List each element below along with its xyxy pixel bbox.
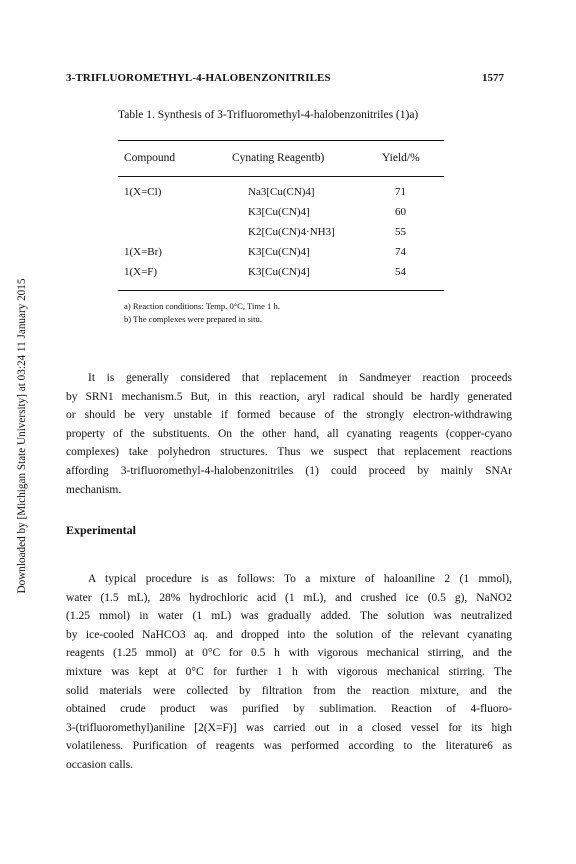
text-line: A typical procedure is as follows: To a mixture of haloaniline 2 (1 mmol),	[88, 573, 512, 585]
column-header-yield: Yield/%	[382, 152, 420, 164]
column-header-reagent: Cynating Reagentb)	[232, 152, 325, 164]
table-cell-yield: 54	[395, 266, 406, 278]
section-heading: Experimental	[66, 523, 136, 537]
table-cell-yield: 71	[395, 186, 406, 198]
page-number: 1577	[482, 72, 504, 84]
text-line: mixture was kept at 0°C for further 1 h with vigorous mechanical stirring. The	[66, 665, 512, 678]
text-line: by ice-cooled NaHCO3 aq. and dropped into the solution of the relevant cyanating	[66, 628, 512, 641]
table-cell-reagent: Na3[Cu(CN)4]	[248, 186, 315, 198]
body-paragraph-experimental	[66, 570, 512, 775]
text-line: occasion calls.	[66, 758, 134, 771]
text-line: water (1.5 mL), 28% hydrochloric acid (1 mL), and crushed ice (0.5 g), NaNO2	[66, 591, 512, 604]
text-line: mechanism.	[66, 483, 122, 496]
text-line: complexes) take polyhedron structures. Thus we suspect that replacement reactions	[66, 446, 512, 459]
table-header-rule	[118, 176, 444, 177]
text-line: volatileness. Purification of reagents was performed according to the literature6 as	[66, 740, 512, 753]
table-cell-reagent: K3[Cu(CN)4]	[248, 206, 310, 218]
table-bottom-rule	[118, 290, 444, 291]
text-line: property of the substituents. On the other hand, all cyanating reagents (copper-cyano	[66, 427, 512, 440]
table-top-rule	[118, 140, 444, 141]
table-cell-reagent: K3[Cu(CN)4]	[248, 246, 310, 258]
table-cell-compound: 1(X=Cl)	[124, 186, 162, 198]
table-cell-compound: 1(X=F)	[124, 266, 158, 278]
text-line: reagents (1.25 mmol) at 0°C for 0.5 h with vigorous mechanical stirring, and the	[66, 647, 512, 660]
table-cell-reagent: K3[Cu(CN)4]	[248, 266, 310, 278]
text-line: obtained crude product was purified by sublimation. Reaction of 4-fluoro-	[66, 703, 512, 716]
table-cell-yield: 60	[395, 206, 406, 218]
table-footnote-b: b) The complexes were prepared in situ.	[124, 314, 263, 324]
text-line: 3-(trifluoromethyl)aniline [2(X=F)] was carried out in a closed vessel for its high	[66, 721, 512, 734]
running-header-title: 3-TRIFLUOROMETHYL-4-HALOBENZONITRILES	[66, 72, 331, 84]
table-caption: Table 1. Synthesis of 3-Trifluoromethyl-4-halobenzonitriles (1)a)	[118, 109, 419, 121]
text-line: (1.25 mmol) in water (1 mL) was gradually added. The solution was neutralized	[66, 610, 512, 623]
text-line: or should be very unstable if formed because of the strongly electron-withdrawing	[66, 409, 512, 422]
table-footnote-a: a) Reaction conditions: Temp. 0°C, Time 1 h.	[124, 301, 280, 311]
table-cell-reagent: K2[Cu(CN)4·NH3]	[248, 226, 335, 238]
table-cell-yield: 74	[395, 246, 406, 258]
download-watermark: Downloaded by [Michigan State University] at 03:24 11 January 2015	[16, 278, 28, 594]
text-line: It is generally considered that replacement in Sandmeyer reaction proceeds	[88, 372, 512, 384]
text-line: affording 3-trifluoromethyl-4-halobenzonitriles (1) could proceed by mainly SNAr	[66, 464, 512, 477]
text-line: solid materials were collected by filtration from the reaction mixture, and the	[66, 684, 512, 697]
table-cell-yield: 55	[395, 226, 406, 238]
table-cell-compound: 1(X=Br)	[124, 246, 162, 258]
body-paragraph-discussion	[66, 369, 512, 499]
text-line: by SRN1 mechanism.5 But, in this reaction, aryl radical should be hardly generated	[66, 390, 512, 403]
column-header-compound: Compound	[124, 152, 176, 164]
